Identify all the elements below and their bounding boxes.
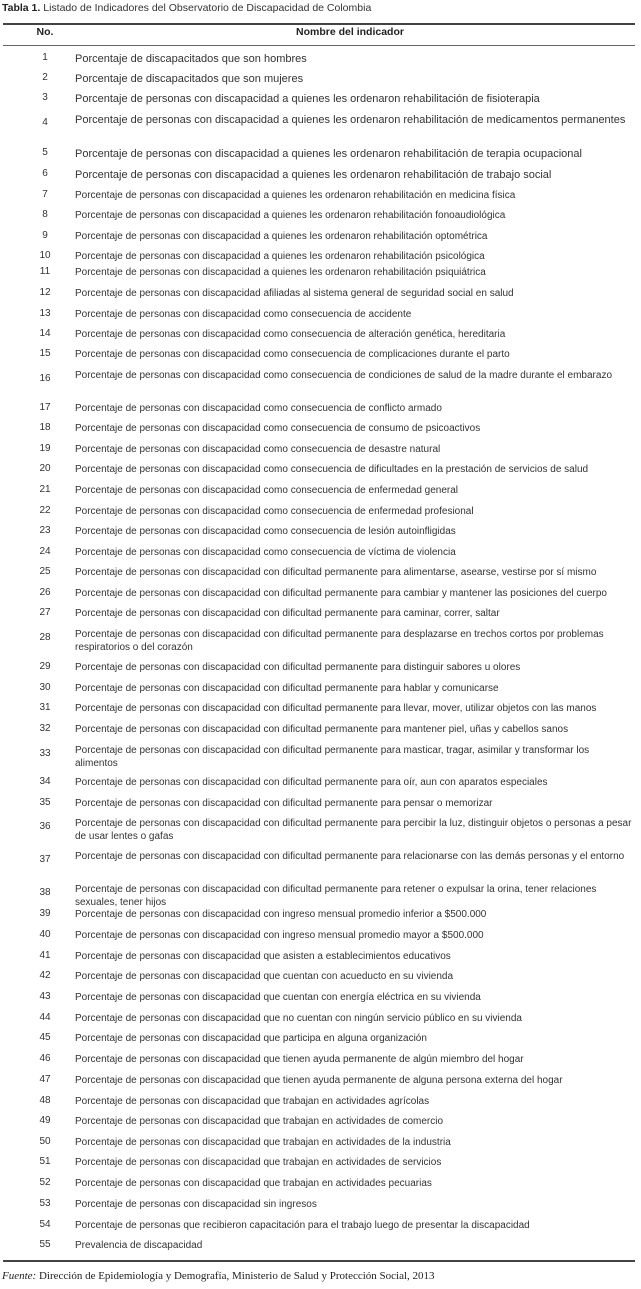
row-number: 37	[39, 854, 51, 865]
indicator-name: Porcentaje de personas con discapacidad con dificultad permanente para cambiar y mantener las posiciones del cuerpo	[75, 588, 607, 599]
indicator-name: Porcentaje de personas con discapacidad como consecuencia de condiciones de salud de la madre durante el embarazo	[75, 370, 613, 381]
indicator-name: Porcentaje de personas con discapacidad como consecuencia de lesión autoinfligidas	[75, 526, 456, 537]
indicator-name: Porcentaje de personas con discapacidad que trabajan en actividades pecuarias	[75, 1178, 432, 1189]
indicator-name: Porcentaje de personas con discapacidad con ingreso mensual promedio inferior a $500.000	[75, 909, 487, 920]
table-bottom-rule	[3, 1260, 635, 1262]
row-number: 16	[39, 373, 51, 384]
indicator-name: Porcentaje de personas con discapacidad como consecuencia de alteración genética, hereditaria	[75, 329, 506, 340]
table-caption-label: Tabla 1.	[2, 2, 41, 14]
row-number: 1	[42, 52, 48, 63]
indicator-name: Porcentaje de personas con discapacidad que tienen ayuda permanente de algún miembro del hogar	[75, 1054, 524, 1065]
row-number: 31	[39, 702, 51, 713]
row-number: 54	[39, 1219, 51, 1230]
row-number: 11	[39, 266, 51, 277]
row-number: 2	[42, 72, 48, 83]
source-text: Dirección de Epidemiología y Demografía, Ministerio de Salud y Protección Social, 2013	[38, 1270, 435, 1282]
row-number: 6	[42, 168, 48, 179]
indicator-name: Porcentaje de personas con discapacidad que asisten a establecimientos educativos	[75, 951, 451, 962]
row-number: 23	[39, 525, 51, 536]
row-number: 38	[39, 887, 51, 898]
row-number: 41	[39, 950, 51, 961]
row-number: 19	[39, 443, 51, 454]
indicator-name: Porcentaje de personas con discapacidad con dificultad permanente para relacionarse con las demás personas y el entorno	[75, 851, 625, 862]
indicator-name: Porcentaje de personas con discapacidad con ingreso mensual promedio mayor a $500.000	[75, 930, 484, 941]
table-caption	[2, 2, 371, 14]
row-number: 53	[39, 1198, 51, 1209]
row-number: 27	[39, 607, 51, 618]
row-number: 22	[39, 505, 51, 516]
indicator-name: Porcentaje de personas con discapacidad con dificultad permanente para percibir la luz, distinguir objetos o personas a pesar de usar lentes o gafas	[75, 818, 632, 842]
source-label: Fuente:	[2, 1270, 37, 1282]
indicator-name: Porcentaje de personas con discapacidad que tienen ayuda permanente de alguna persona externa del hogar	[75, 1075, 563, 1086]
row-number: 32	[39, 723, 51, 734]
row-number: 15	[39, 348, 51, 359]
row-number: 24	[39, 546, 51, 557]
indicator-name: Porcentaje de personas con discapacidad que no cuentan con ningún servicio público en su vivienda	[75, 1013, 522, 1024]
indicator-name: Porcentaje de personas con discapacidad con dificultad permanente para mantener piel, uñas y cabellos sanos	[75, 724, 569, 735]
indicator-name: Porcentaje de personas con discapacidad como consecuencia de víctima de violencia	[75, 547, 456, 558]
row-number: 34	[39, 776, 51, 787]
row-number: 17	[39, 402, 51, 413]
indicator-name: Porcentaje de personas con discapacidad como consecuencia de enfermedad general	[75, 485, 459, 496]
indicator-name: Porcentaje de personas que recibieron capacitación para el trabajo luego de presentar la discapacidad	[75, 1220, 530, 1231]
indicator-name: Porcentaje de personas con discapacidad con dificultad permanente para llevar, mover, utilizar objetos con las manos	[75, 703, 597, 714]
row-number: 46	[39, 1053, 51, 1064]
row-number: 20	[39, 463, 51, 474]
row-number: 39	[39, 908, 51, 919]
column-header-indicator-name: Nombre del indicador	[296, 26, 404, 38]
indicator-name: Porcentaje de personas con discapacidad como consecuencia de consumo de psicoactivos	[75, 423, 481, 434]
row-number: 4	[42, 117, 48, 128]
row-number: 8	[42, 209, 48, 220]
row-number: 14	[39, 328, 51, 339]
row-number: 42	[39, 970, 51, 981]
table-caption-text: Listado de Indicadores del Observatorio de Discapacidad de Colombia	[43, 2, 372, 14]
row-number: 43	[39, 991, 51, 1002]
indicator-name: Porcentaje de personas con discapacidad con dificultad permanente para desplazarse en trechos cortos por problemas respiratorios o del corazón	[75, 629, 604, 653]
indicator-name: Porcentaje de discapacitados que son mujeres	[75, 73, 304, 85]
indicator-name: Porcentaje de personas con discapacidad con dificultad permanente para oír, aun con aparatos especiales	[75, 777, 548, 788]
row-number: 48	[39, 1095, 51, 1106]
indicator-name: Porcentaje de personas con discapacidad con dificultad permanente para alimentarse, asearse, vestirse por sí mismo	[75, 567, 597, 578]
row-number: 51	[39, 1156, 51, 1167]
row-number: 44	[39, 1012, 51, 1023]
row-number: 30	[39, 682, 51, 693]
indicator-name: Porcentaje de personas con discapacidad que trabajan en actividades de comercio	[75, 1116, 444, 1127]
row-number: 18	[39, 422, 51, 433]
row-number: 35	[39, 797, 51, 808]
indicator-name: Prevalencia de discapacidad	[75, 1240, 203, 1251]
row-number: 21	[39, 484, 51, 495]
indicator-name: Porcentaje de discapacitados que son hombres	[75, 53, 307, 65]
row-number: 3	[42, 92, 48, 103]
row-number: 25	[39, 566, 51, 577]
indicator-name: Porcentaje de personas con discapacidad con dificultad permanente para masticar, tragar, asimilar y transformar los alimentos	[75, 745, 590, 769]
table-header-rule	[3, 45, 635, 46]
indicator-name: Porcentaje de personas con discapacidad con dificultad permanente para pensar o memorizar	[75, 798, 493, 809]
row-number: 52	[39, 1177, 51, 1188]
row-number: 33	[39, 748, 51, 759]
indicator-name: Porcentaje de personas con discapacidad como consecuencia de conflicto armado	[75, 403, 442, 414]
indicator-name: Porcentaje de personas con discapacidad como consecuencia de enfermedad profesional	[75, 506, 474, 517]
indicator-name: Porcentaje de personas con discapacidad que participa en alguna organización	[75, 1033, 427, 1044]
row-number: 47	[39, 1074, 51, 1085]
indicator-name: Porcentaje de personas con discapacidad como consecuencia de desastre natural	[75, 444, 441, 455]
indicator-name: Porcentaje de personas con discapacidad con dificultad permanente para caminar, correr, saltar	[75, 608, 500, 619]
indicator-name: Porcentaje de personas con discapacidad a quienes les ordenaron rehabilitación optométrica	[75, 231, 488, 242]
row-number: 49	[39, 1115, 51, 1126]
row-number: 36	[39, 821, 51, 832]
indicator-name: Porcentaje de personas con discapacidad a quienes les ordenaron rehabilitación de trabajo social	[75, 169, 552, 181]
row-number: 9	[42, 230, 48, 241]
indicator-name: Porcentaje de personas con discapacidad a quienes les ordenaron rehabilitación en medicina física	[75, 190, 516, 201]
row-number: 45	[39, 1032, 51, 1043]
indicator-name: Porcentaje de personas con discapacidad sin ingresos	[75, 1199, 317, 1210]
indicator-name: Porcentaje de personas con discapacidad que cuentan con acueducto en su vivienda	[75, 971, 454, 982]
indicator-name: Porcentaje de personas con discapacidad a quienes les ordenaron rehabilitación psicológica	[75, 251, 485, 262]
indicator-name: Porcentaje de personas con discapacidad a quienes les ordenaron rehabilitación de fisioterapia	[75, 93, 540, 105]
column-header-number: No.	[36, 26, 54, 38]
indicator-name: Porcentaje de personas con discapacidad a quienes les ordenaron rehabilitación psiquiátrica	[75, 267, 486, 278]
row-number: 12	[39, 287, 51, 298]
indicator-name: Porcentaje de personas con discapacidad a quienes les ordenaron rehabilitación de medicamentos permanentes	[75, 114, 626, 126]
row-number: 55	[39, 1239, 51, 1250]
indicator-name: Porcentaje de personas con discapacidad como consecuencia de accidente	[75, 309, 412, 320]
row-number: 29	[39, 661, 51, 672]
row-number: 7	[42, 189, 48, 200]
indicator-name: Porcentaje de personas con discapacidad como consecuencia de dificultades en la prestación de servicios de salud	[75, 464, 589, 475]
row-number: 26	[39, 587, 51, 598]
table-source-note	[2, 1270, 435, 1282]
row-number: 40	[39, 929, 51, 940]
indicator-name: Porcentaje de personas con discapacidad que cuentan con energía eléctrica en su vivienda	[75, 992, 481, 1003]
indicator-name: Porcentaje de personas con discapacidad con dificultad permanente para retener o expulsar la orina, tener relaciones sexuales, tener hijos	[75, 884, 597, 908]
indicator-name: Porcentaje de personas con discapacidad a quienes les ordenaron rehabilitación de terapia ocupacional	[75, 148, 582, 160]
row-number: 13	[39, 308, 51, 319]
row-number: 28	[39, 632, 51, 643]
indicator-name: Porcentaje de personas con discapacidad que trabajan en actividades de la industria	[75, 1137, 451, 1148]
indicator-name: Porcentaje de personas con discapacidad como consecuencia de complicaciones durante el parto	[75, 349, 510, 360]
row-number: 50	[39, 1136, 51, 1147]
indicator-name: Porcentaje de personas con discapacidad a quienes les ordenaron rehabilitación fonoaudiológica	[75, 210, 506, 221]
indicator-name: Porcentaje de personas con discapacidad con dificultad permanente para hablar y comunicarse	[75, 683, 499, 694]
table-top-rule	[3, 23, 635, 25]
indicator-name: Porcentaje de personas con discapacidad afiliadas al sistema general de seguridad social en salud	[75, 288, 514, 299]
indicator-name: Porcentaje de personas con discapacidad que trabajan en actividades agrícolas	[75, 1096, 430, 1107]
indicator-name: Porcentaje de personas con discapacidad que trabajan en actividades de servicios	[75, 1157, 442, 1168]
row-number: 5	[42, 147, 48, 158]
indicator-name: Porcentaje de personas con discapacidad con dificultad permanente para distinguir sabores u olores	[75, 662, 521, 673]
row-number: 10	[39, 250, 51, 261]
